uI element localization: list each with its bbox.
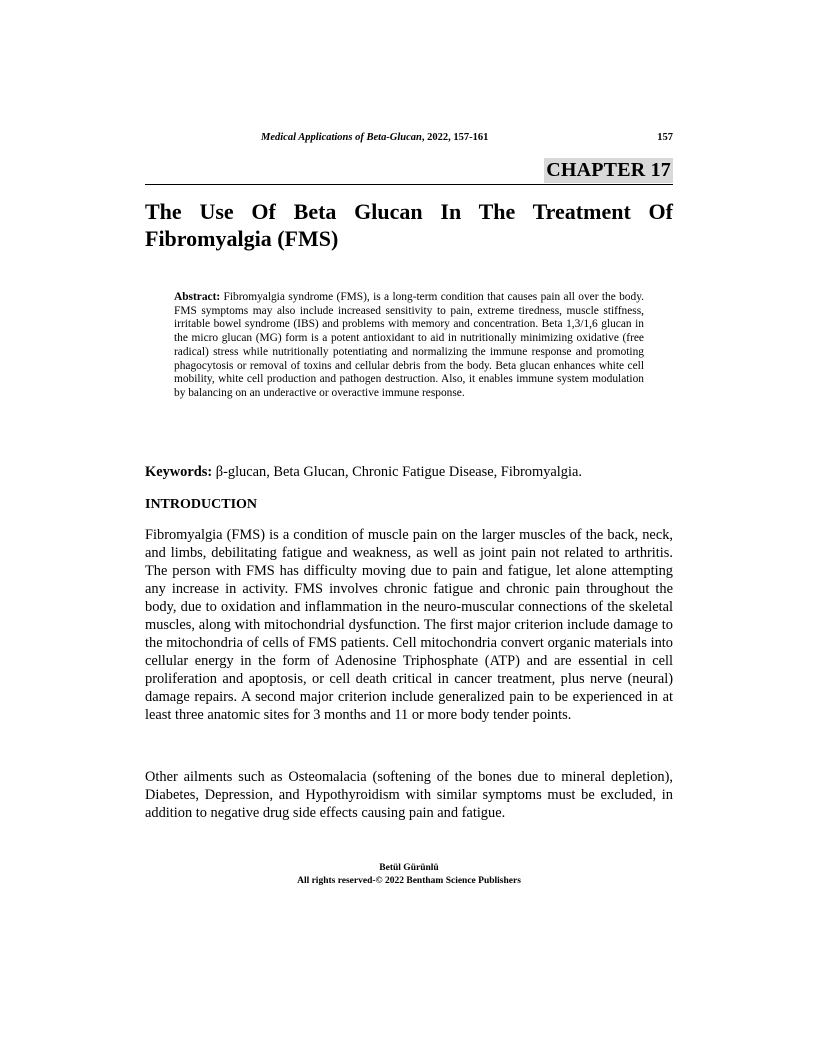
chapter-banner [145, 158, 673, 185]
paragraph-1: Fibromyalgia (FMS) is a condition of muscle pain on the larger muscles of the back, neck, and limbs, debilitating fatigue and weakness, as well as joint pain not related to arthritis. The person with FMS has difficulty moving due to pain and fatigue, let alone attempting any increase in activity. FMS involves chronic fatigue and chronic pain throughout the body, due to oxidation and inflammation in the neuro-muscular connections of the skeletal muscles, along with mitochondrial dysfunction. The first major criterion include damage to the mitochondria of cells of FMS patients. Cell mitochondria convert organic materials into cellular energy in the form of Adenosine Triphosphate (ATP) and are essential in cell proliferation and apoptosis, or cell death critical in cancer treatment, plus nerve (neural) damage repairs. A second major criterion include generalized pain to be experienced in at least three anatomic sites for 3 months and 11 or more body tender points. [145, 527, 673, 723]
journal-title: Medical Applications of Beta-Glucan [261, 132, 422, 143]
page-number: 157 [657, 132, 673, 143]
running-header [145, 132, 673, 148]
abstract [174, 291, 644, 401]
paragraph-2: Other ailments such as Osteomalacia (softening of the bones due to mineral depletion), Diabetes, Depression, and Hypothyroidism with similar symptoms must be excluded, in addition to negative drug side effects causing pain and fatigue. [145, 769, 673, 821]
journal-citation [261, 132, 488, 143]
journal-meta: , 2022, 157-161 [421, 132, 489, 143]
footer-copyright: All rights reserved-© 2022 Bentham Science Publishers [297, 876, 521, 886]
footer-author: Betül Gürünlü [379, 863, 439, 873]
keywords-label: Keywords: [145, 464, 213, 480]
page-footer [145, 862, 673, 888]
abstract-text: Fibromyalgia syndrome (FMS), is a long-term condition that causes pain all over the body. FMS symptoms may also include increased sensitivity to pain, extreme tiredness, muscle stiffness, irritable bowel syndrome (IBS) and problems with memory and concentration. Beta 1,3/1,6 glucan in the micro glucan (MG) form is a potent antioxidant to aid in nutritionally minimizing oxidative (free radical) stress while nutritionally potentiating and normalizing the immune response and promoting phagocytosis or removal of toxins and cellular debris from the body. Beta glucan enhances white cell mobility, white cell production and pathogen destruction. Also, it enables immune system modulation by balancing on an underactive or overactive immune response. [174, 291, 644, 399]
keywords-text: β-glucan, Beta Glucan, Chronic Fatigue Disease, Fibromyalgia. [212, 464, 582, 480]
chapter-label: CHAPTER 17 [546, 159, 671, 181]
section-heading: INTRODUCTION [145, 497, 258, 512]
keywords [145, 463, 673, 481]
abstract-label: Abstract: [174, 291, 221, 303]
chapter-title: The Use Of Beta Glucan In The Treatment Of Fibromyalgia (FMS) [145, 199, 673, 251]
